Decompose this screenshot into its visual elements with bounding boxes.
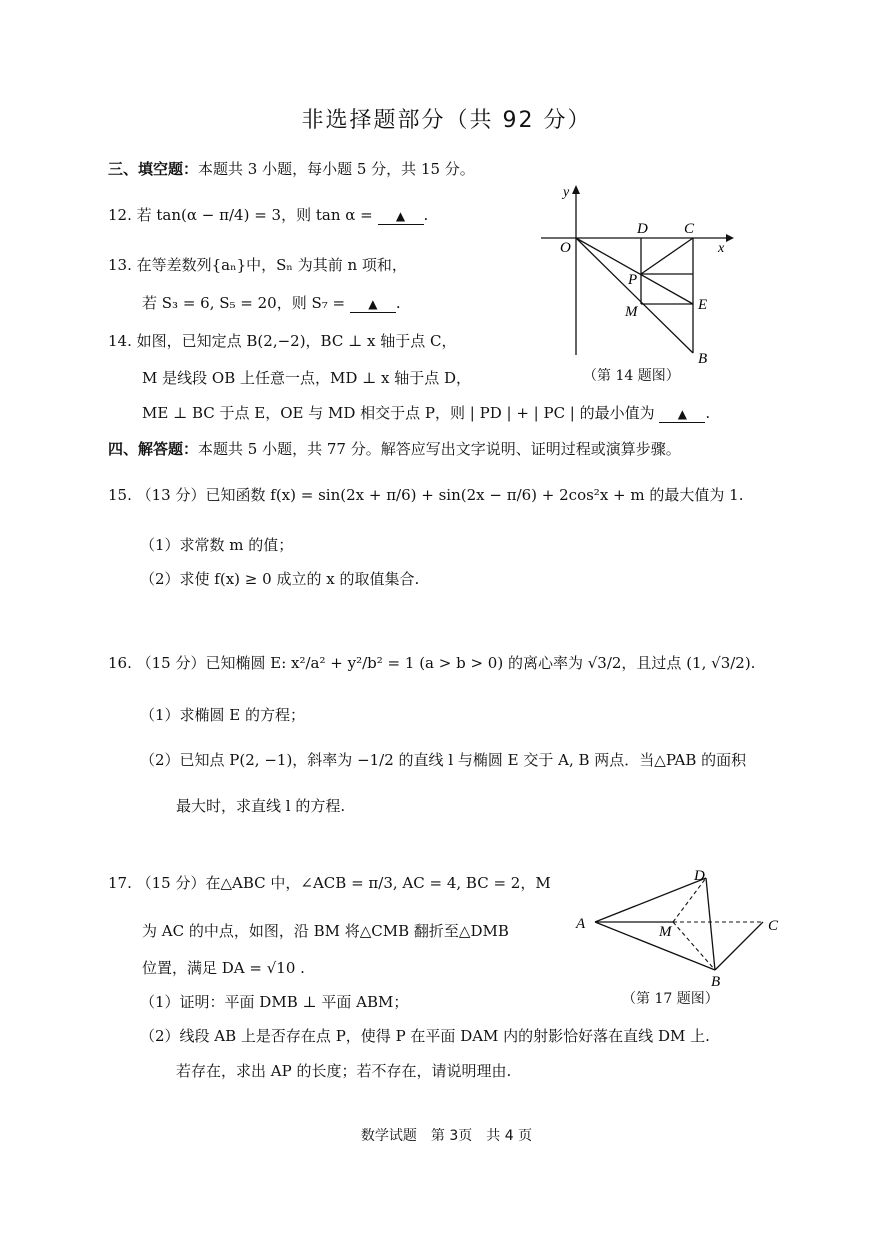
question-12	[108, 206, 428, 225]
figure-17	[570, 860, 790, 990]
q14-end: .	[705, 404, 711, 422]
question-15	[108, 486, 743, 504]
q17-line3: 位置，满足 DA = √10 .	[142, 959, 305, 977]
q15-part2: （2）求使 f(x) ≥ 0 成立的 x 的取值集合.	[140, 570, 420, 588]
page-footer: 数学试题 第 3页 共 4 页	[360, 1128, 533, 1144]
section3-desc: 本题共 3 小题，每小题 5 分，共 15 分。	[198, 160, 475, 178]
label-C: C	[768, 918, 779, 934]
figure-17-caption: （第 17 题图）	[622, 991, 719, 1007]
q17-line1: （15 分）在△ABC 中，∠ACB = π/3, AC = 4, BC = 2，M	[136, 874, 551, 892]
q14-answer-blank: ▲	[659, 406, 705, 423]
label-O: O	[560, 240, 571, 256]
q15-part1: （1）求常数 m 的值；	[140, 536, 294, 554]
label-E: E	[698, 297, 708, 313]
figure-14-caption: （第 14 题图）	[583, 368, 680, 384]
q16-number: 16.	[108, 654, 132, 672]
q17-part2a: （2）线段 AB 上是否存在点 P，使得 P 在平面 DAM 内的射影恰好落在直线 DM 上.	[140, 1027, 710, 1045]
q15-main: （13 分）已知函数 f(x) = sin(2x + π/6) + sin(2x − π/6) + 2cos²x + m 的最大值为 1.	[136, 486, 744, 504]
label-C: C	[684, 221, 695, 237]
figure-14-segments	[576, 238, 693, 353]
q17-line2: 为 AC 的中点，如图，沿 BM 将△CMB 翻折至△DMB	[142, 922, 509, 940]
page-title: 非选择题部分（共 92 分）	[301, 108, 592, 133]
q14-line2: M 是线段 OB 上任意一点，MD ⊥ x 轴于点 D，	[142, 369, 472, 387]
q14-number: 14.	[108, 332, 132, 350]
section4-desc: 本题共 5 小题，共 77 分。解答应写出文字说明、证明过程或演算步骤。	[198, 440, 681, 458]
label-M: M	[659, 924, 672, 940]
label-y: y	[563, 185, 570, 200]
section4-heading: 四、解答题：	[108, 440, 199, 458]
question-14-line3	[142, 404, 710, 423]
label-M: M	[625, 304, 638, 320]
y-axis-arrow-icon	[572, 185, 580, 194]
q17-part1: （1）证明：平面 DMB ⊥ 平面 ABM；	[140, 993, 409, 1011]
figure-14	[536, 180, 736, 370]
q12-answer-blank: ▲	[378, 208, 424, 225]
q15-number: 15.	[108, 486, 132, 504]
figure-17-solid-edges	[595, 878, 763, 970]
q14-line1: 如图，已知定点 B(2,−2)，BC ⊥ x 轴于点 C，	[136, 332, 457, 350]
label-B: B	[711, 974, 721, 990]
question-17-line1	[108, 874, 551, 892]
q12-text: 若 tan(α − π/4) = 3，则 tan α =	[136, 206, 373, 224]
label-B: B	[698, 351, 708, 367]
q14-line3: ME ⊥ BC 于点 E，OE 与 MD 相交于点 P，则 | PD | + | PC | 的最小值为	[142, 404, 655, 422]
question-13-line1	[108, 256, 407, 274]
label-P: P	[628, 272, 638, 288]
q16-part1: （1）求椭圆 E 的方程；	[140, 706, 306, 724]
q13-end: .	[395, 294, 401, 312]
q16-main: （15 分）已知椭圆 E: x²/a² + y²/b² = 1 (a > b > 0) 的离心率为 √3/2，且过点 (1, √3/2).	[136, 654, 756, 672]
q16-part2a: （2）已知点 P(2, −1)，斜率为 −1/2 的直线 l 与椭圆 E 交于 A, B 两点．当△PAB 的面积	[140, 751, 747, 769]
q13-line1: 在等差数列{aₙ}中，Sₙ 为其前 n 项和，	[136, 256, 407, 274]
question-14-line1	[108, 332, 456, 350]
label-x: x	[718, 241, 725, 256]
question-16	[108, 654, 755, 672]
label-A: A	[576, 916, 586, 932]
question-13-line2	[142, 294, 401, 313]
q13-line2: 若 S₃ = 6, S₅ = 20，则 S₇ =	[142, 294, 346, 312]
figure-17-dashed-edges	[673, 878, 763, 970]
q17-part2b: 若存在，求出 AP 的长度；若不存在，请说明理由.	[176, 1062, 512, 1080]
q17-number: 17.	[108, 874, 132, 892]
q16-part2b: 最大时，求直线 l 的方程.	[176, 797, 346, 815]
section3-heading: 三、填空题：	[108, 160, 199, 178]
label-D: D	[637, 221, 648, 237]
q12-end: .	[423, 206, 429, 224]
q13-number: 13.	[108, 256, 132, 274]
section4-header	[108, 440, 681, 458]
q12-number: 12.	[108, 206, 132, 224]
label-D: D	[694, 868, 705, 884]
x-axis-arrow-icon	[726, 234, 734, 242]
section3-header	[108, 160, 475, 178]
q13-answer-blank: ▲	[350, 296, 396, 313]
